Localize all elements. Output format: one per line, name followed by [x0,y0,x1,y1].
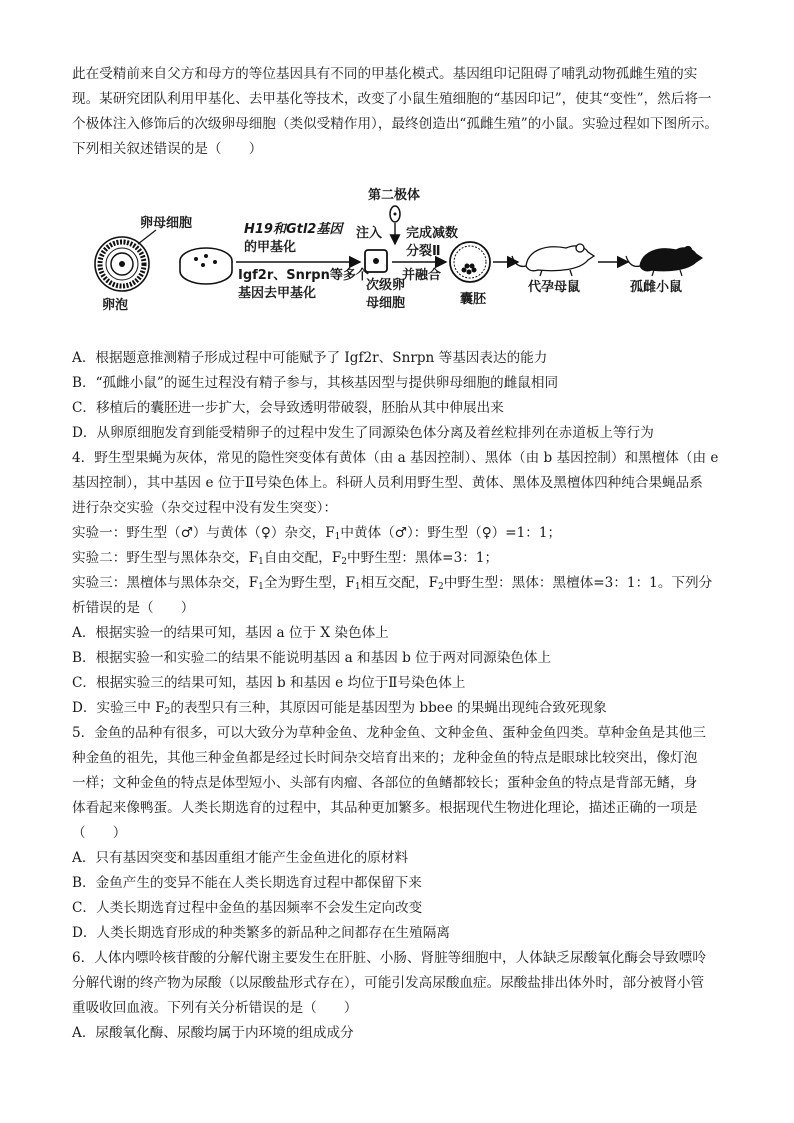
blastocyst-drawing [450,242,490,282]
surrogate-mouse-drawing [512,244,594,276]
q6-stem-line-1: 6．人体内嘌呤核苷酸的分解代谢主要发生在肝脏、小肠、肾脏等细胞中，人体缺乏尿酸氧化酶会导致嘌呤 [72,950,706,966]
q5-stem-line-1: 5．金鱼的品种有很多，可以大致分为草种金鱼、龙种金鱼、文种金鱼、蛋种金鱼四类。草种金鱼是其他三 [72,725,706,741]
q4-option-b: B．根据实验一和实验二的结果不能说明基因 a 和基因 b 位于两对同源染色体上 [72,650,552,666]
label-blastocyst: 囊胚 [460,292,487,307]
q4-option-c: C．根据实验三的结果可知，基因 b 和基因 e 均位于Ⅱ号染色体上 [72,675,466,691]
label-merge: 并融合 [402,268,442,283]
label-secondary-oocyte-2: 母细胞 [366,296,406,311]
polar-body-drawing [390,206,400,222]
label-demethylation-genes: Igf2r、Snrpn等多个 [238,268,369,283]
label-surrogate: 代孕母鼠 [528,280,581,295]
q4-experiment-1: 实验一：野生型（♂）与黄体（♀）杂交，$F_1$中黄体（♂）：野生型（♀）=1：1； [72,525,562,542]
label-complete-meiosis-1: 完成减数 [406,226,459,241]
label-inject: 注入 [356,226,383,241]
q3-option-a: A．根据题意推测精子形成过程中可能赋予了 Igf2r、Snrpn 等基因表达的能力 [72,350,548,366]
intro-line-2: 现。某研究团队利用甲基化、去甲基化等技术，改变了小鼠生殖细胞的“基因印记”，使其“变性”，然后将一 [72,91,712,107]
q3-option-d: D．从卵原细胞发育到能受精卵子的过程中发生了同源染色体分离及着丝粒排列在赤道板上等行为 [72,425,654,441]
q4-experiment-3: 实验三：黑檀体与黑体杂交，$F_1$全为野生型，$F_1$相互交配，$F_2$中野生型：黑体：黑檀体=3：1：1。下列分 [72,575,713,592]
q6-option-a: A．尿酸氧化酶、尿酸均属于内环境的组成成分 [72,1025,354,1041]
label-secondary-oocyte-1: 次级卵 [366,278,406,293]
oocyte-dish-drawing [180,248,232,284]
q4-stem-line-3: 进行杂交实验（杂交过程中没有发生突变）： [72,500,338,516]
q5-option-b: B．金鱼产生的变异不能在人类长期选育过程中都保留下来 [72,875,422,891]
experiment-figure [72,186,732,334]
label-demethylation-suffix: 基因去甲基化 [238,286,317,301]
label-follicle: 卵泡 [102,298,129,313]
q5-stem-line-3: 一样；文种金鱼的特点是体型短小、头部有肉瘤、各部位的鱼鳍都较长；蛋种金鱼的特点是背部无鳍，身 [72,775,698,791]
q4-option-a: A．根据实验一的结果可知，基因 a 位于 X 染色体上 [72,625,389,641]
q6-stem-line-3: 重吸收回血液。下列有关分析错误的是（ ） [72,1000,358,1016]
label-oocyte: 卵母细胞 [140,216,193,231]
label-parthenogenetic-mouse: 孤雌小鼠 [630,280,683,295]
label-methylation-suffix: 的甲基化 [244,240,297,255]
q5-option-c: C．人类长期选育过程中金鱼的基因频率不会发生定向改变 [72,900,423,916]
q4-option-d: D．实验三中 $F_2$的表型只有三种，其原因可能是基因型为 bbee 的果蝇出现纯合致死现象 [72,700,607,717]
intro-line-3: 个极体注入修饰后的次级卵母细胞（类似受精作用），最终创造出“孤雌生殖”的小鼠。实验过程如下图所示。 [72,116,719,132]
q4-stem-line-2: 基因控制），其中基因 e 位于Ⅱ号染色体上。科研人员利用野生型、黄体、黑体及黑檀体四种纯合果蝇品系 [72,475,703,491]
q5-option-a: A．只有基因突变和基因重组才能产生金鱼进化的原材料 [72,850,409,866]
follicle-drawing [95,237,149,291]
q5-stem-line-5: （ ） [72,825,127,841]
parthenogenetic-mouse-drawing [626,247,702,277]
q4-stem-line-4: 析错误的是（ ） [72,600,195,616]
q3-option-c: C．移植后的囊胚进一步扩大，会导致透明带破裂，胚胎从其中伸展出来 [72,400,504,416]
q5-stem-line-4: 体看起来像鸭蛋。人类长期选育的过程中，其品种更加繁多。根据现代生物进化理论，描述正确的一项是 [72,800,698,816]
q5-option-d: D．人类长期选育形成的种类繁多的新品种之间都存在生殖隔离 [72,925,450,941]
follicle-pointer-line [138,230,156,244]
q6-stem-line-2: 分解代谢的终产物为尿酸（以尿酸盐形式存在），可能引发高尿酸血症。尿酸盐排出体外时，部分被肾小管 [72,975,705,991]
exam-page [72,62,732,1046]
label-methylation-genes: H19和Gtl2基因 [244,222,343,237]
intro-line-1: 此在受精前来自父方和母方的等位基因具有不同的甲基化模式。基因组印记阻碍了哺乳动物孤雌生殖的实 [72,66,698,82]
q5-stem-line-2: 种金鱼的祖先，其他三种金鱼都是经过长时间杂交培育出来的；龙种金鱼的特点是眼球比较突出，像灯泡 [72,750,698,766]
label-polar-body: 第二极体 [368,188,421,203]
label-complete-meiosis-2: 分裂Ⅱ [406,244,441,259]
intro-line-4: 下列相关叙述错误的是（ ） [72,141,263,157]
q4-stem-line-1: 4．野生型果蝇为灰体，常见的隐性突变体有黄体（由 a 基因控制）、黑体（由 b 基因控制）和黑檀体（由 e [72,450,719,466]
q3-option-b: B．“孤雌小鼠”的诞生过程没有精子参与，其核基因型与提供卵母细胞的雌鼠相同 [72,375,559,391]
q4-experiment-2: 实验二：野生型与黑体杂交，$F_1$自由交配，$F_2$中野生型：黑体=3：1； [72,550,499,567]
